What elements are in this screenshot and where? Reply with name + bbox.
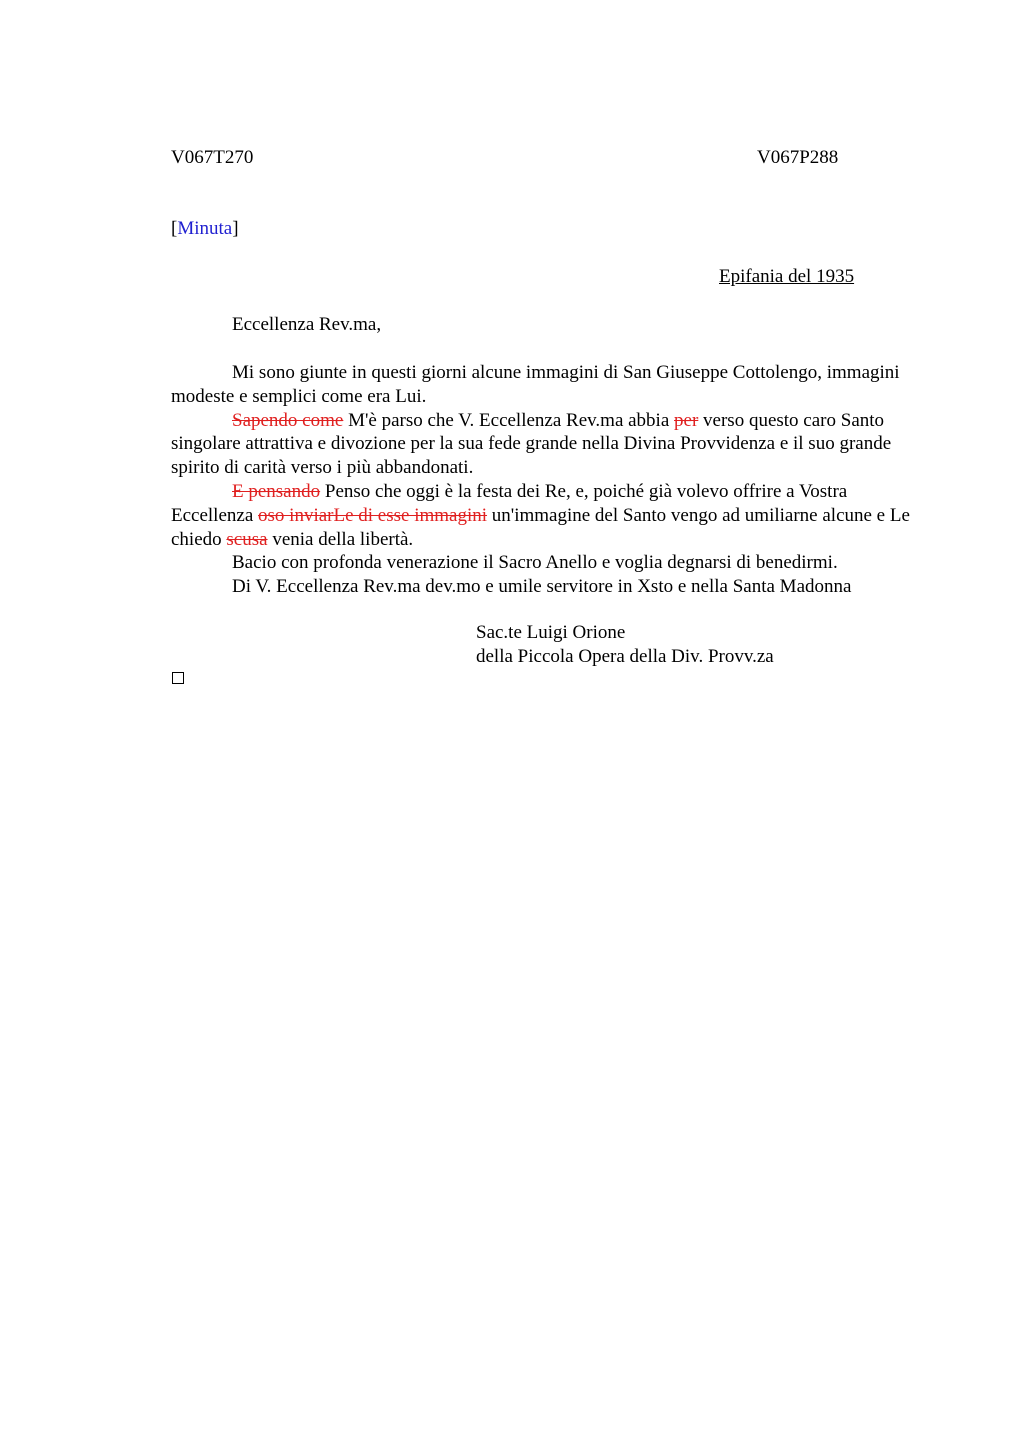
letter-date: Epifania del 1935	[719, 266, 855, 287]
paragraph-4	[171, 551, 916, 575]
paragraph-4-text: Bacio con profonda venerazione il Sacro Anello e voglia degnarsi di benedirmi.	[232, 552, 838, 574]
paragraph-5-text: Di V. Eccellenza Rev.ma dev.mo e umile servitore in Xsto e nella Santa Madonna	[232, 576, 852, 598]
letter-body	[171, 361, 916, 599]
minuta-open-bracket: [	[171, 218, 178, 239]
square-outline-icon	[172, 672, 184, 684]
paragraph-text: venia della libertà.	[267, 528, 414, 550]
deleted-text: oso inviarLe di esse immagini	[258, 504, 488, 526]
paragraph-1	[171, 361, 916, 409]
document-code-left: V067T270	[171, 147, 254, 168]
paragraph-1-text: Mi sono giunte in questi giorni alcune immagini di San Giuseppe Cottolengo, immagini modeste e semplici come era Lui.	[171, 362, 900, 407]
paragraph-text: un'immagine del Santo vengo ad umiliarne alcune e Le chiedo	[171, 504, 910, 550]
paragraph-text: M'è parso che V. Eccellenza Rev.ma abbia	[343, 409, 675, 431]
signature-name: Sac.te Luigi Orione	[476, 622, 626, 643]
paragraph-3	[171, 480, 916, 551]
deleted-text: per	[674, 409, 699, 431]
paragraph-5	[171, 575, 916, 599]
paragraph-text: verso questo caro Santo singolare attrattiva e divozione per la sua fede grande nella Divina Provvidenza e il suo grande spirito di carità verso i più abbandonati.	[171, 409, 892, 479]
document-code-right: V067P288	[757, 147, 839, 168]
minuta-close-bracket: ]	[232, 218, 239, 239]
minuta-text: Minuta	[177, 218, 233, 239]
minuta-label	[171, 217, 239, 241]
signature-organization: della Piccola Opera della Div. Provv.za	[476, 646, 774, 667]
letter-signature	[476, 621, 774, 669]
deleted-text: Sapendo come	[232, 409, 344, 431]
deleted-text: scusa	[226, 528, 268, 550]
paragraph-text: Penso che oggi è la festa dei Re, e, poiché già volevo offrire a Vostra Eccellenza	[171, 480, 848, 526]
deleted-text: E pensando	[232, 480, 321, 502]
paragraph-2	[171, 409, 916, 480]
letter-salutation: Eccellenza Rev.ma,	[232, 314, 382, 335]
